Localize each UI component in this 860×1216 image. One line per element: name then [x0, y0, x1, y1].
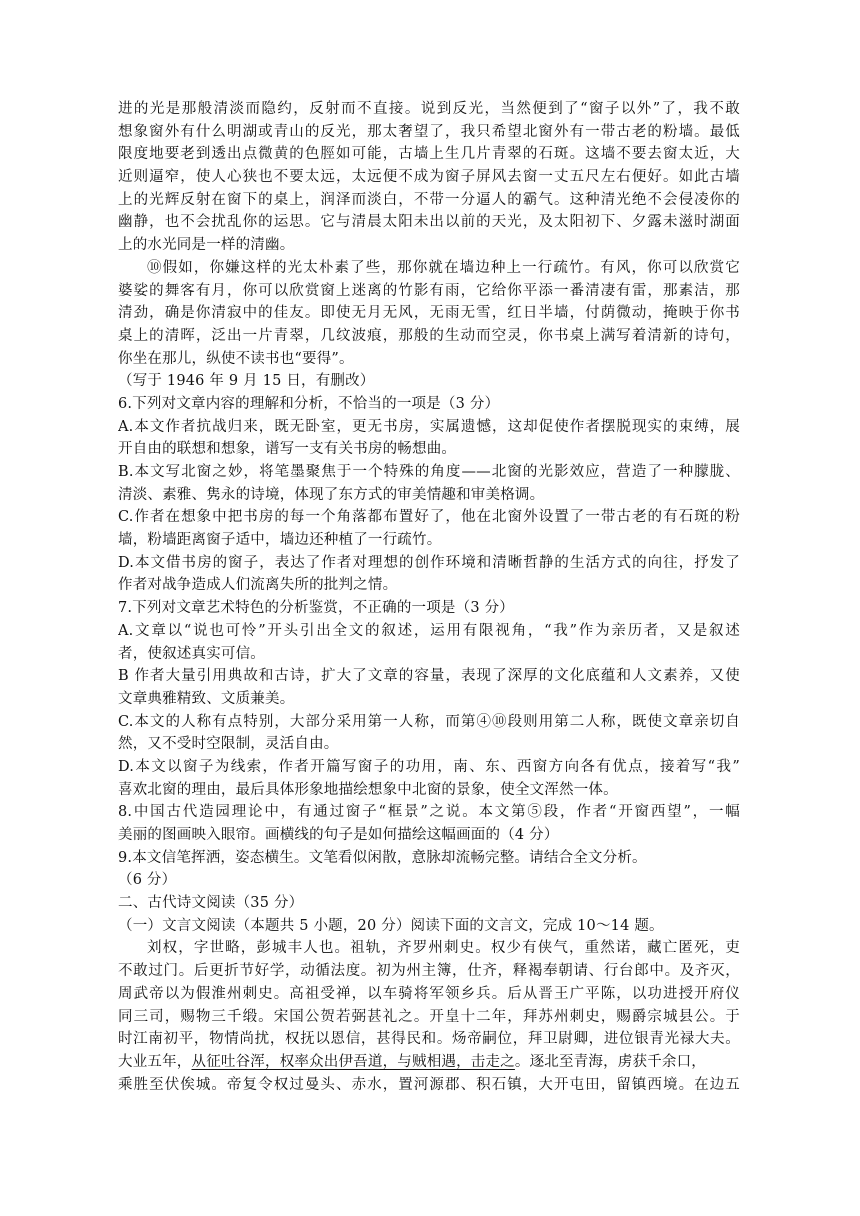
text-line: 桌上的清晖，泛出一片青翠，几纹波痕，那般的生动而空灵，你书桌上满写着清新的诗句，: [118, 327, 740, 344]
text-line: 进的光是那般清淡而隐约，反射而不直接。说到反光，当然便到了“窗子以外”了，我不敢: [118, 101, 740, 117]
text-line: 清劲，确是你清寂中的佳友。即使无月无风，无雨无雪，红日半墙，付荫微动，掩映于你书: [118, 305, 740, 322]
source-note: （写于 1946 年 9 月 15 日，有删改）: [118, 373, 375, 390]
text-line: 同三司，赐物三千缎。宋国公贺若弼甚礼之。开皇十二年，拜苏州刺史，赐爵宗城县公。于: [118, 1008, 740, 1025]
text-line: 限度地要老到透出点微黄的色脛如可能，古墙上生几片青翠的石斑。这墙不要去窗太近，大: [118, 146, 740, 163]
text-line: 幽静，也不会扰乱你的运思。它与清晨太阳未出以前的天光，及太阳初下、夕露未滋时湖面: [118, 214, 740, 231]
text-line: 不敢过门。后更折节好学，动循法度。初为州主簿，仕齐，释褐奉朝请、行台郎中。及齐灭，: [118, 963, 740, 980]
paragraph-10-start: ⑩假如，你嫌这样的光太朴素了些，那你就在墙边种上一行疏竹。有风，你可以欣赏它: [147, 259, 740, 276]
question-8: 8.中国古代造园理论中，有通过窗子“框景”之说。本文第⑤段，作者“开窗西望”，一幅: [118, 804, 740, 821]
text-line: 作者对战争造成人们流离失所的批判之情。: [118, 577, 398, 594]
subsection-heading: （一）文言文阅读（本题共 5 小题，20 分）阅读下面的文言文，完成 10～14 题。: [118, 917, 664, 934]
text-line: 上的水光同是一样的清幽。: [118, 237, 295, 254]
text-line: 者，使叙述真实可信。: [118, 645, 265, 662]
text-line: 时江南初平，物情尚扰，权抚以恩信，甚得民和。炀帝嗣位，拜卫尉卿，进位银青光禄大夫。: [118, 1031, 740, 1048]
question-9: 9.本文信笔挥洒，姿态横生。文笔看似闲散，意脉却流畅完整。请结合全文分析。: [118, 849, 647, 866]
document-page: [118, 98, 740, 1096]
option-7c: C.本文的人称有点特别，大部分采用第一人称，而第④⑩段则用第二人称，既使文章亲切自: [118, 713, 740, 730]
text-line: 上的光辉反射在窗下的桌上，润泽而淡白，不带一分逼人的霸气。这种清光绝不会侵凌你的: [118, 191, 740, 208]
option-7a: A.文章以“说也可怜”开头引出全文的叙述，运用有限视角，“我”作为亲历者，又是叙述: [118, 622, 740, 639]
option-7d: D.本文以窗子为线索，作者开篇写窗子的功用，南、东、西窗方向各有优点，接着写“我”: [118, 758, 740, 775]
question-7: 7.下列对文章艺术特色的分析鉴赏，不正确的一项是（3 分）: [118, 600, 514, 617]
text-line: 然，又不受时空限制，灵活自由。: [118, 736, 339, 753]
option-6d: D.本文借书房的窗子，表达了作者对理想的创作环境和清晰哲静的生活方式的向往，抒发了: [118, 554, 740, 571]
underlined-sentence: 从征吐谷浑，权率众出伊吾道，与贼相遇，击走之: [191, 1053, 515, 1070]
text-line: 乘胜至伏俟城。帝复令权过曼头、赤水，置河源郡、积石镇，大开屯田，留镇西境。在边五: [118, 1076, 740, 1093]
text-line: 婆娑的舞客有月，你可以欣赏窗上迷离的竹影有雨，它给你平添一番清凄有雷，那素洁，那: [118, 282, 740, 299]
text-line: （6 分）: [118, 872, 177, 889]
text-line: 美丽的图画映入眼帘。画横线的句子是如何描绘这幅画面的（4 分）: [118, 827, 559, 843]
text-line: 近则逼窄，使人心狭也不要太远，太远便不成为窗子屏风去窗一丈五尺左右便好。如此古墙: [118, 169, 740, 186]
text-fragment: 大业五年，: [118, 1053, 192, 1070]
option-6b: B.本文写北窗之妙，将笔墨聚焦于一个特殊的角度——北窗的光影效应，营造了一种朦胧、: [118, 464, 740, 480]
text-fragment: 。逐北至青海，虏获千余口，: [514, 1053, 707, 1070]
option-7b: B 作者大量引用典故和古诗，扩大了文章的容量，表现了深厚的文化底蕴和人文素养，又使: [118, 668, 740, 685]
classical-text-start: 刘权，字世略，彭城丰人也。祖轨，齐罗州刺史。权少有侠气，重然诺，藏亡匿死，吏: [147, 940, 740, 957]
text-line: 你坐在那儿，纵使不读书也“要得”。: [118, 350, 354, 367]
question-6: 6.下列对文章内容的理解和分析，不恰当的一项是（3 分）: [118, 395, 500, 412]
text-line: 想象窗外有什么明湖或青山的反光，那太奢望了，我只希望北窗外有一带古老的粉墙。最低: [118, 123, 740, 140]
option-6c: C.作者在想象中把书房的每一个角落都布置好了，他在北窗外设置了一带古老的有石斑的粉: [118, 509, 740, 526]
text-line: 墙，粉墙距离窗子适中，墙边还种植了一行疏竹。: [118, 532, 442, 549]
section-heading: 二、古代诗文阅读（35 分）: [118, 895, 304, 912]
text-line: 喜欢北窗的理由，最后具体形象地描绘想象中北窗的景象，使全文浑然一体。: [118, 781, 618, 798]
text-line: 周武帝以为假淮州刺史。高祖受禅，以车骑将军领乡兵。后从晋王广平陈，以功进授开府仪: [118, 985, 740, 1002]
text-line: 开自由的联想和想象，谱写一支有关书房的畅想曲。: [118, 441, 457, 458]
underlined-sentence-line: [118, 1051, 740, 1074]
option-6a: A.本文作者抗战归来，既无卧室，更无书房，实属遗憾，这却促使作者摆脱现实的束缚，展: [118, 418, 740, 435]
text-line: 文章典雅精致、文质兼美。: [118, 690, 295, 707]
text-line: 清淡、素雅、隽永的诗境，体现了东方式的审美情趣和审美格调。: [118, 486, 545, 503]
